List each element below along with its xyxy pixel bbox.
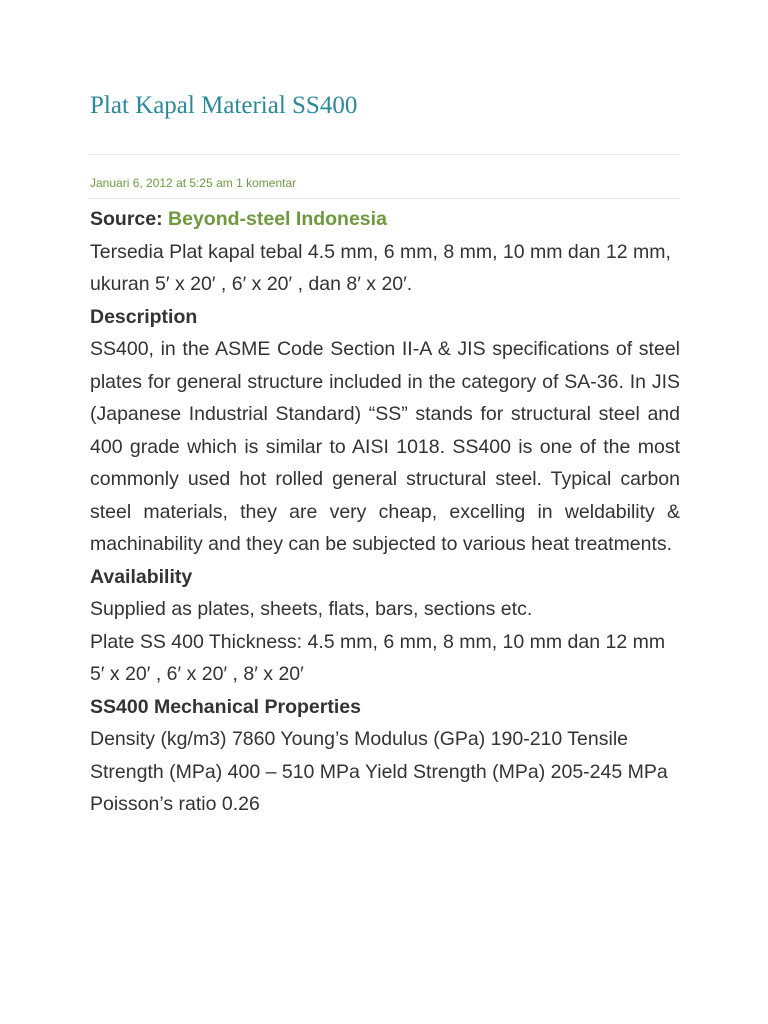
mechanical-paragraph: Density (kg/m3) 7860 Young’s Modulus (GPa) 190-210 Tensile Strength (MPa) 400 – 510 MPa Yield Strength (MPa) 205-245 MPa Poisson’s ratio 0.26 [90,728,668,815]
availability-heading: Availability [90,565,193,588]
availability-line-supply: Supplied as plates, sheets, flats, bars, sections etc. [90,598,533,620]
title-divider [88,154,680,155]
post-meta [90,176,296,190]
post-comments-link[interactable]: 1 komentar [236,176,297,190]
availability-line-sizes: 5′ x 20′ , 6′ x 20′ , 8′ x 20′ [90,663,304,685]
post-date[interactable]: Januari 6, 2012 at 5:25 am [90,176,233,190]
description-heading: Description [90,305,198,328]
intro-paragraph: Tersedia Plat kapal tebal 4.5 mm, 6 mm, 8 mm, 10 mm dan 12 mm, ukuran 5′ x 20′ , 6′ x 20′ , dan 8′ x 20′. [90,240,671,295]
meta-divider [88,198,680,199]
source-line [90,203,680,236]
source-link[interactable]: Beyond-steel Indonesia [168,208,387,230]
availability-line-thickness: Plate SS 400 Thickness: 4.5 mm, 6 mm, 8 mm, 10 mm dan 12 mm [90,630,666,653]
post-content [90,203,680,821]
mechanical-heading: SS400 Mechanical Properties [90,695,361,718]
source-label: Source: [90,208,163,230]
description-paragraph: SS400, in the ASME Code Section II-A & JIS specifications of steel plates for general structure included in the category of SA-36. In JIS (Japanese Industrial Standard) “SS” stands for structural steel and 400 grade which is similar to AISI 1018. SS400 is one of the most commonly used hot rolled general structural steel. Typical carbon steel materials, they are very cheap, excelling in weldability & machinability and they can be subjected to various heat treatments. [90,338,680,555]
post-title[interactable]: Plat Kapal Material SS400 [90,92,358,119]
